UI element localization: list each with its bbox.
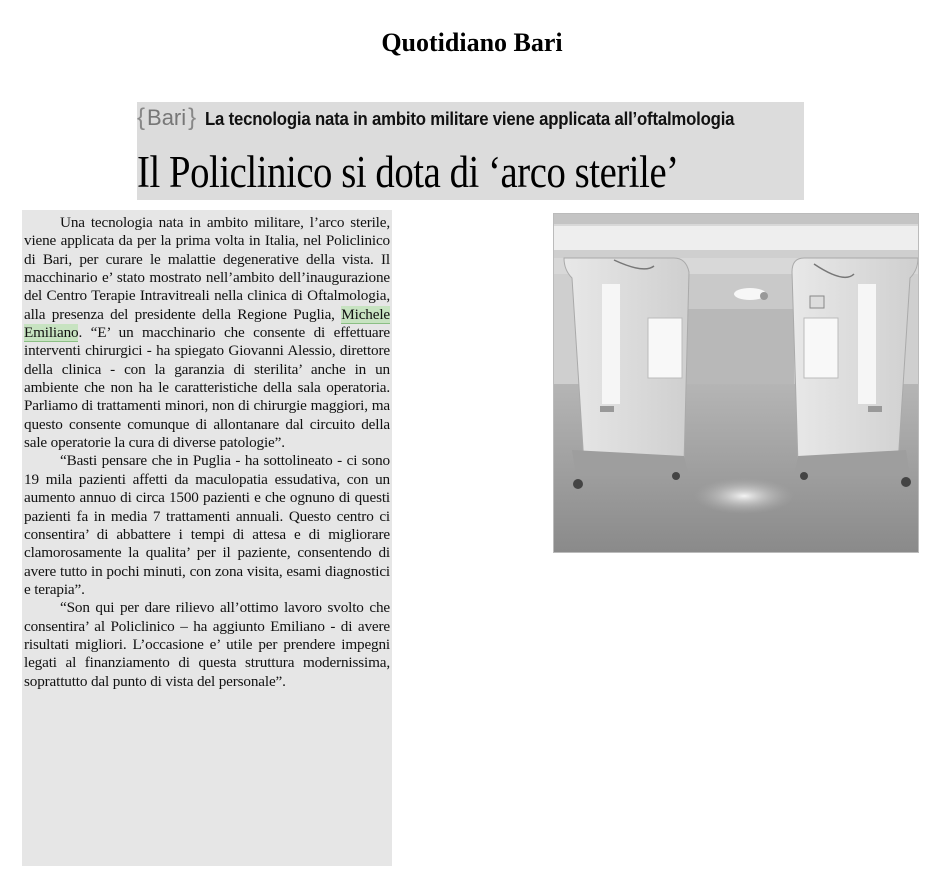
article-paragraph-2: “Basti pensare che in Puglia - ha sottolineato - ci sono 19 mila pazienti affetti da maculopatia essudativa, con un aumento annuo di circa 1500 pazienti e che ognuno di questi pazienti fa in media 7 trattamenti annuali. Questo centro ci consentira’ di abbattere i tempi di attesa e di migliorare clamorosamente la qualita’ per il paziente, consentendo di avere tutto in pochi minuti, con zona visita, esami diagnostici e terapia”. [24, 452, 390, 598]
article-headline: Il Policlinico si dota di ‘arco sterile’ [137, 147, 679, 197]
kicker-open-brace: { [137, 104, 146, 131]
kicker-line [137, 104, 774, 132]
person-surname-highlight: Emiliano [24, 324, 79, 342]
person-name-highlight: Michele [341, 305, 390, 323]
headline-block [137, 102, 804, 200]
kicker-subtitle: La tecnologia nata in ambito militare viene applicata all’oftalmologia [204, 109, 734, 129]
article-paragraph-1 [22, 210, 392, 452]
paragraph-1-text-a: Una tecnologia nata in ambito militare, l’arco sterile, viene applicata da per la prima volta in Italia, nel Policlinico di Bari, per curare le malattie degenerative della vista. Il macchinario e’ stato mostrato nell’ambito dell’inaugurazione del Centro Terapie Intravitreali nella clinica di Oftalmologia, alla presenza del presidente della Regione Puglia, [24, 214, 390, 323]
kicker-close-brace: } [188, 104, 197, 131]
kicker-city: Bari [147, 105, 187, 130]
article-photo-sterile-arch [553, 213, 919, 553]
article-paragraph-3: “Son qui per dare rilievo all’ottimo lavoro svolto che consentira’ al Policlinico – ha aggiunto Emiliano - di avere risultati migliori. L’occasione e’ utile per prendere impegni legati al finanziamento di questa struttura modernissima, soprattutto dal punto di vista del personale”. [24, 599, 390, 690]
newspaper-masthead: Quotidiano Bari [381, 28, 563, 57]
article-body [22, 210, 392, 866]
paragraph-1-text-b: . “E’ un macchinario che consente di effettuare interventi chirurgici - ha spiegato Giovanni Alessio, direttore della clinica - con la garanzia di sterilita’ anche in un ambiente che non ha le caratteristiche della sala operatoria. Parliamo di trattamenti minori, non di chirurgie maggiori, ma questo consente comunque di allontanare dal circuito della sale operatorie la cura di diverse patologie”. [24, 324, 390, 452]
